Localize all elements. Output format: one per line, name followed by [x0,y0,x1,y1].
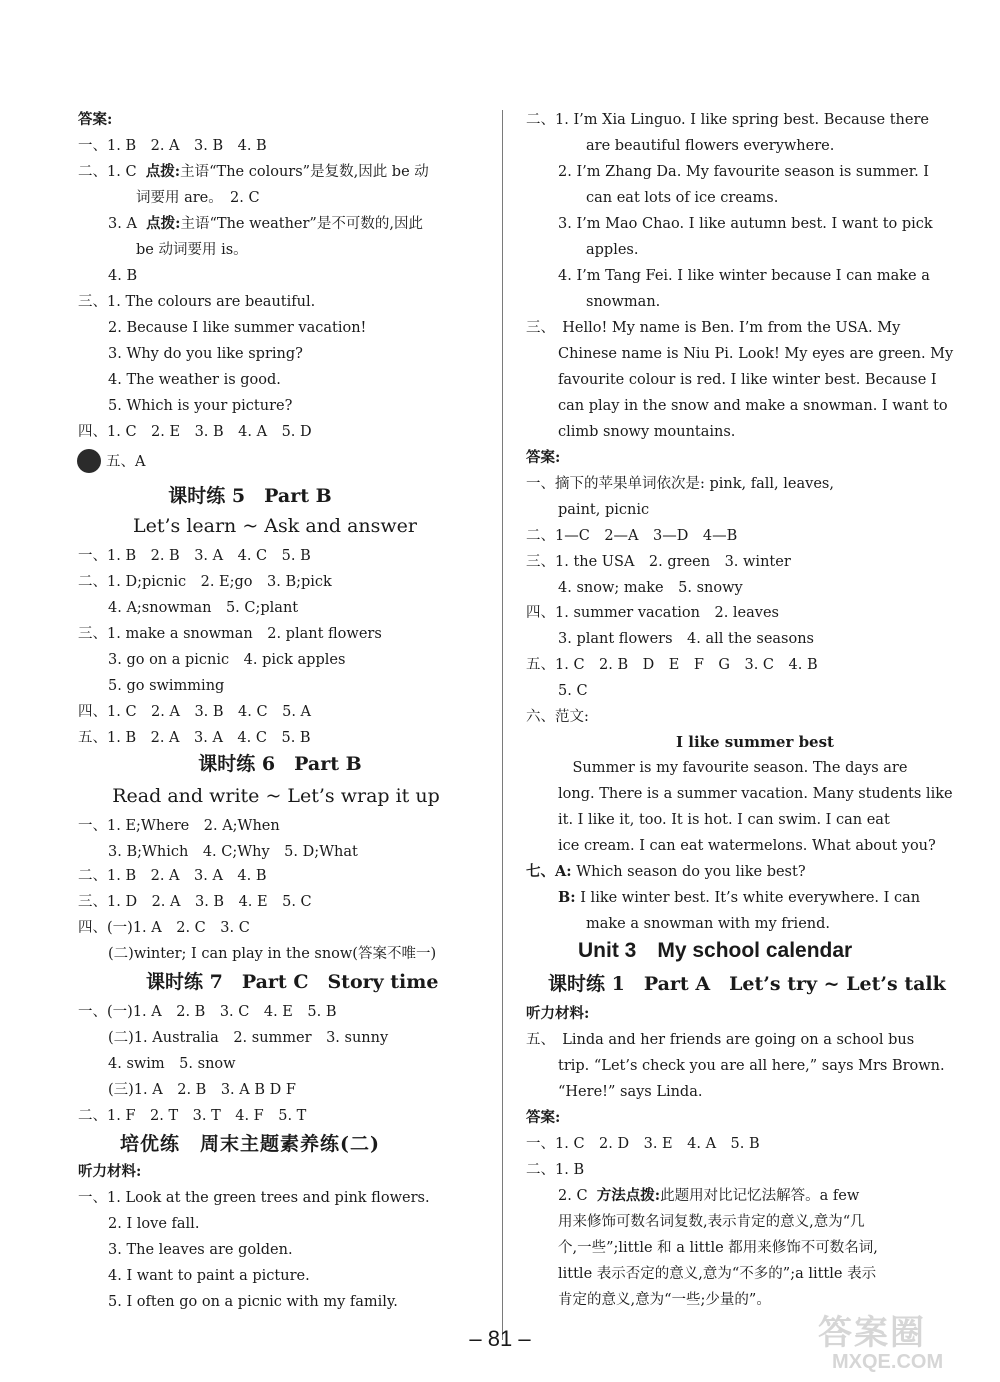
answer-line: 五、1. B 2. A 3. A 4. C 5. B [78,730,311,746]
section-heading: 培优练 周末主题素养练(二) [120,1133,380,1155]
answer-text: 3. A [108,216,137,232]
tip-text: 此题用对比记忆法解答。a few [660,1188,860,1204]
answer-line: 5. I often go on a picnic with my family. [108,1294,398,1310]
answer-label: 答案: [526,449,561,466]
answer-line: can play in the snow and make a snowman. I want to [558,398,948,414]
answer-line: 个,一些”;little 和 a little 都用来修饰不可数名词, [558,1240,878,1256]
section-heading: 课时练 7 Part C Story time [146,971,439,993]
speaker-label: 七、A: [526,863,572,880]
answer-line: 5. C [558,683,588,699]
section-heading: 课时练 6 Part B [198,753,362,775]
answer-line [526,862,806,882]
answer-line [558,888,920,908]
answer-line: 三、1. D 2. A 3. B 4. E 5. C [78,894,312,910]
answer-line: 三、1. the USA 2. green 3. winter [526,554,791,570]
answer-line: 二、1. B [526,1162,585,1178]
answer-line: 4. I’m Tang Fei. I like winter because I can make a [558,268,930,284]
section-subheading: Read and write ~ Let’s wrap it up [112,785,440,807]
answer-line: (三)1. A 2. B 3. A B D F [108,1082,296,1098]
answer-line: (二)winter; I can play in the snow(答案不唯一) [108,946,437,962]
answer-label: 答案: [526,1109,561,1126]
answer-label: 答案: [78,111,113,128]
answer-line: 4. B [108,268,138,284]
watermark-text: 答案圈 [818,1313,926,1353]
answer-line: trip. “Let’s check you are all here,” says Mrs Brown. [558,1058,945,1074]
answer-line: 三、1. The colours are beautiful. [78,294,316,310]
answer-line: 二、1. B 2. A 3. A 4. B [78,868,267,884]
answer-line: 3. I’m Mao Chao. I like autumn best. I want to pick [558,216,933,232]
answer-line: 4. The weather is good. [108,372,281,388]
essay-title: I like summer best [676,733,834,751]
answer-line: 二、1. I’m Xia Linguo. I like spring best. Because there [526,112,929,128]
section-heading: 课时练 5 Part B [168,485,332,507]
answer-line: 3. Why do you like spring? [108,346,303,362]
answer-line: 四、1. summer vacation 2. leaves [526,605,779,621]
watermark-url: MXQE.COM [832,1351,944,1373]
answer-line: favourite colour is red. I like winter best. Because I [558,372,937,388]
answer-line: Chinese name is Niu Pi. Look! My eyes are green. My [558,346,954,362]
essay-line: long. There is a summer vacation. Many students like [558,786,953,802]
answer-line: 2. I’m Zhang Da. My favourite season is summer. I [558,164,930,180]
answer-line: 4. snow; make 5. snowy [558,580,743,596]
listening-label: 听力材料: [526,1005,590,1022]
speaker-label: B: [558,889,576,906]
answer-line: 肯定的意义,意为“一些;少量的”。 [558,1292,771,1308]
answer-line [78,162,429,182]
answer-line: 六、范文: [526,709,589,725]
answer-line: 一、1. B 2. A 3. B 4. B [78,138,267,154]
answer-line: 一、1. E;Where 2. A;When [78,818,280,834]
answer-line: climb snowy mountains. [558,424,736,440]
answer-line: 3. go on a picnic 4. pick apples [108,652,346,668]
listening-label: 听力材料: [78,1163,142,1180]
answer-line: 一、摘下的苹果单词依次是: pink, fall, leaves, [526,476,834,492]
section-subheading: Let’s learn ~ Ask and answer [133,515,417,537]
answer-line: little 表示否定的意义,意为“不多的”;a little 表示 [558,1266,877,1282]
tip-text: 主语“The colours”是复数,因此 be 动 [180,164,429,180]
watermark-logo [818,1305,990,1377]
answer-text: 二、1. C [78,164,137,180]
answer-line: 3. The leaves are golden. [108,1242,293,1258]
answer-line: 4. swim 5. snow [108,1056,236,1072]
answer-line: 一、1. B 2. B 3. A 4. C 5. B [78,548,311,564]
answer-line: 一、1. Look at the green trees and pink flowers. [78,1190,430,1206]
answer-line: paint, picnic [558,502,650,518]
answer-line: 5. go swimming [108,678,225,694]
answer-line: 3. B;Which 4. C;Why 5. D;What [108,844,358,860]
answer-line: 词要用 are。 2. C [136,190,260,206]
answer-line: (二)1. Australia 2. summer 3. sunny [108,1030,389,1046]
dialogue-text: Which season do you like best? [576,864,806,880]
answer-line: can eat lots of ice creams. [586,190,779,206]
essay-line: it. I like it, too. It is hot. I can swim. I can eat [558,812,890,828]
answer-line: 二、1—C 2—A 3—D 4—B [526,528,738,544]
dialogue-text: I like winter best. It’s white everywhere. I can [580,890,921,906]
answer-line: 五、1. C 2. B D E F G 3. C 4. B [526,657,818,673]
tip-text: 主语“The weather”是不可数的,因此 [180,216,423,232]
answer-line: “Here!” says Linda. [558,1084,703,1100]
answer-line: 5. Which is your picture? [108,398,293,414]
tip-label: 点拨: [145,163,181,180]
answer-line: 四、1. C 2. E 3. B 4. A 5. D [78,424,312,440]
answer-line: 2. I love fall. [108,1216,200,1232]
answer-line [558,1186,859,1206]
answer-line: 4. A;snowman 5. C;plant [108,600,299,616]
answer-line: 二、1. F 2. T 3. T 4. F 5. T [78,1108,307,1124]
answer-line: be 动词要用 is。 [136,242,248,258]
answer-text: 2. C [558,1188,588,1204]
tip-label: 点拨: [146,215,181,232]
answer-line: make a snowman with my friend. [586,916,831,932]
answer-line: 4. I want to paint a picture. [108,1268,310,1284]
answer-line: 三、 Hello! My name is Ben. I’m from the USA. My [526,320,901,336]
answer-line: 四、(一)1. A 2. C 3. C [78,920,250,936]
page-number: – 81 – [469,1326,531,1351]
answer-line: 3. plant flowers 4. all the seasons [558,631,814,647]
answer-line: snowman. [586,294,661,310]
essay-line: ice cream. I can eat watermelons. What about you? [558,838,936,854]
section-heading: 课时练 1 Part A Let’s try ~ Let’s talk [548,973,946,995]
tip-label: 方法点拨: [596,1187,661,1204]
essay-line: Summer is my favourite season. The days are [558,760,908,776]
answer-line: 用来修饰可数名词复数,表示肯定的意义,意为“几 [558,1214,865,1230]
answer-line: 二、1. D;picnic 2. E;go 3. B;pick [78,574,332,590]
column-divider [502,110,503,1340]
answer-line: apples. [586,242,639,258]
answer-line: 2. Because I like summer vacation! [108,320,367,336]
answer-line: 一、(一)1. A 2. B 3. C 4. E 5. B [78,1004,337,1020]
answer-line: 一、1. C 2. D 3. E 4. A 5. B [526,1136,760,1152]
unit-heading: Unit 3 My school calendar [578,939,853,962]
answer-line: 三、1. make a snowman 2. plant flowers [78,626,382,642]
answer-line: 五、A [106,454,146,470]
answer-line: 五、 Linda and her friends are going on a school bus [526,1032,915,1048]
listen-icon [77,449,101,473]
answer-line: are beautiful flowers everywhere. [586,138,835,154]
answer-line: 四、1. C 2. A 3. B 4. C 5. A [78,704,312,720]
answer-line [108,214,423,234]
